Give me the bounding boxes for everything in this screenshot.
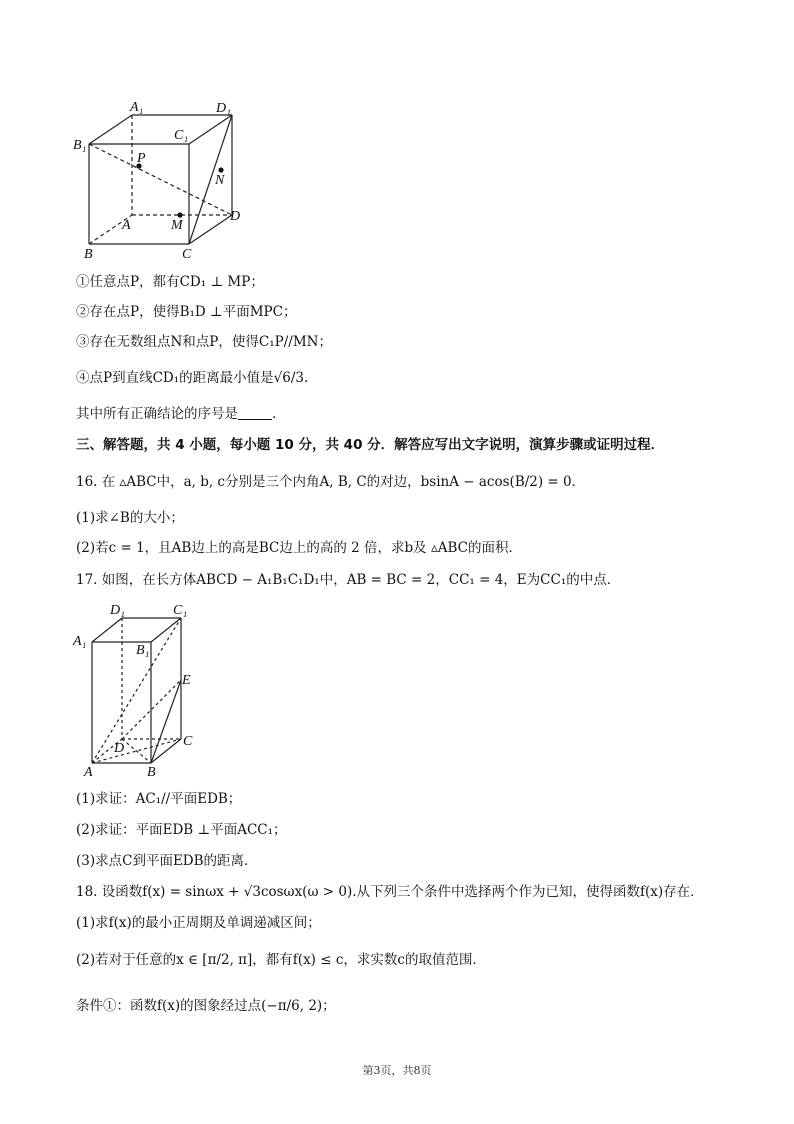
edge-cd1: [189, 115, 232, 244]
problem-17-q3: (3)求点C到平面EDB的距离．: [76, 853, 258, 869]
edge: [189, 215, 232, 244]
problem-17-q1: (1)求证：AC₁//平面EDB；: [76, 791, 242, 807]
label-c: C: [182, 247, 192, 262]
label-b1: B₁: [136, 643, 150, 658]
edge: [151, 618, 181, 642]
cube-figure-1: [70, 98, 260, 263]
problem-16-q1: (1)求∠B的大小；: [76, 510, 184, 526]
label-d1: D₁: [216, 101, 231, 116]
answer-blank: [238, 405, 272, 420]
statement-1: ①任意点P，都有CD₁ ⊥ MP；: [76, 274, 264, 290]
label-c1: C₁: [173, 603, 188, 618]
answer-prompt: 其中所有正确结论的序号是: [76, 406, 238, 422]
label-n: N: [215, 173, 225, 188]
label-a: A: [122, 218, 131, 233]
page-footer: 第3页，共8页: [362, 1064, 432, 1077]
label-e: E: [182, 673, 191, 688]
label-b: B: [84, 247, 93, 262]
problem-16-q2: (2)若c = 1，且AB边上的高是BC边上的高的 2 倍，求b及 ▵ABC的面积．: [76, 540, 522, 556]
label-a1: A₁: [73, 634, 87, 649]
problem-16-stem: 16. 在 ▵ABC中，a, b, c分别是三个内角A, B, C的对边，bsinA − acos(B/2) = 0．: [76, 474, 586, 490]
problem-18-condition-1: 条件①：函数f(x)的图象经过点(−π/6, 2)；: [76, 998, 336, 1014]
statement-2: ②存在点P，使得B₁D ⊥平面MPC；: [76, 304, 297, 320]
label-c: C: [183, 734, 193, 749]
edge: [89, 115, 132, 144]
hidden-db: [122, 739, 151, 763]
label-d: D: [230, 209, 241, 224]
edge: [189, 115, 232, 144]
label-d1: D₁: [110, 603, 125, 618]
problem-18-stem: 18. 设函数f(x) = sinωx + √3cosωx(ω > 0).从下列三个条件中选择两个作为已知，使得函数f(x)存在．: [76, 884, 704, 900]
label-d: D: [114, 741, 125, 756]
label-c1: C₁: [174, 128, 189, 143]
statement-4: ④点P到直线CD₁的距离最小值是√6/3.: [76, 370, 309, 386]
edge: [92, 618, 122, 642]
point-n: [218, 167, 223, 172]
problem-17-stem: 17. 如图，在长方体ABCD − A₁B₁C₁D₁中，AB = BC = 2，CC₁ = 4，E为CC₁的中点．: [76, 572, 621, 588]
box-figure-2: [70, 600, 200, 780]
label-p: P: [137, 151, 146, 166]
statement-3: ③存在无数组点N和点P，使得C₁P//MN；: [76, 334, 332, 350]
label-b1: B₁: [73, 138, 87, 153]
problem-18-q2: (2)若对于任意的x ∈ [π/2, π]，都有f(x) ≤ c，求实数c的取值范围．: [76, 952, 486, 968]
label-a1: A₁: [130, 100, 144, 115]
point-m: [177, 212, 182, 217]
label-m: M: [171, 218, 183, 233]
problem-18-q1: (1)求f(x)的最小正周期及单调递减区间；: [76, 915, 321, 931]
answer-prompt-end: .: [272, 406, 277, 422]
hidden-ac1: [92, 618, 181, 763]
label-b: B: [147, 765, 156, 780]
label-a: A: [84, 765, 93, 780]
problem-17-q2: (2)求证：平面EDB ⊥平面ACC₁；: [76, 822, 287, 838]
answer-prompt-line: [76, 404, 276, 424]
section-3-title: 三、解答题，共 4 小题，每小题 10 分，共 40 分．解答应写出文字说明，演算步骤或证明过程．: [76, 437, 665, 453]
